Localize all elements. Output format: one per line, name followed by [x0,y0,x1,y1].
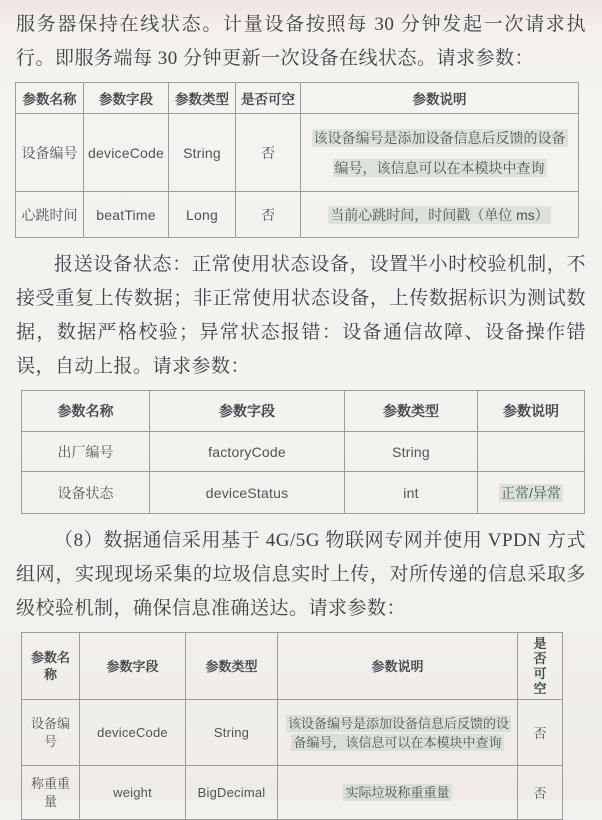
cell-param-field: deviceCode [80,700,186,766]
header-param-name: 参数名称 [22,633,80,700]
cell-param-field: deviceCode [84,114,169,192]
cell-nullable: 否 [518,766,563,820]
cell-param-type: String [169,114,236,192]
header-param-name: 参数名称 [22,391,150,432]
highlighted-text: 实际垃圾称重重量 [345,785,450,800]
cell-param-field: factoryCode [150,432,345,472]
request-params-table-status [21,390,585,514]
highlighted-text: 正常/异常 [501,484,561,501]
table-row [22,472,585,514]
paragraph-device-online-status: 服务器保持在线状态。计量设备按照每 30 分钟发起一次请求执行。即服务端每 30 分钟更新一次设备在线状态。请求参数： [16,14,586,69]
cell-param-field: weight [80,766,186,820]
table-row [22,700,563,766]
cell-param-name: 称重重量 [22,766,80,820]
cell-param-desc [278,700,518,766]
header-param-field: 参数字段 [80,633,186,700]
cell-param-field: deviceStatus [150,472,345,514]
cell-param-type: int [345,472,478,514]
cell-param-name: 出厂编号 [22,432,150,472]
cell-param-desc [278,766,518,820]
table-header-row [22,391,585,432]
header-param-desc: 参数说明 [278,633,518,700]
cell-param-name: 心跳时间 [16,192,84,238]
table-row [22,432,585,472]
cell-param-type: BigDecimal [186,766,278,820]
table-header-row [22,633,563,700]
cell-param-type: String [186,700,278,766]
cell-param-field: beatTime [84,192,169,238]
header-param-desc: 参数说明 [301,83,579,114]
cell-param-name: 设备状态 [22,472,150,514]
header-param-desc: 参数说明 [478,391,585,432]
cell-param-type: String [345,432,478,472]
cell-nullable: 否 [236,192,301,238]
cell-param-desc [301,192,579,238]
table-row [16,192,579,238]
header-nullable: 是否可空 [236,83,301,114]
header-param-field: 参数字段 [84,83,169,114]
cell-param-name: 设备编号 [16,114,84,192]
highlighted-text: 当前心跳时间，时间戳（单位 ms） [330,206,549,223]
paragraph-device-status-report: 报送设备状态：正常使用状态设备，设置半小时校验机制，不接受重复上传数据；非正常使用状态设备，上传数据标识为测试数据，数据严格校验；异常状态报错：设备通信故障、设备操作错误，自动上报。请求参数： [16,254,586,377]
table-row [22,766,563,820]
cell-param-desc [478,472,585,514]
highlighted-text: 该设备编号是添加设备信息后反馈的设备 编号，该信息可以在本模块中查询 [313,129,566,176]
header-nullable: 是否可空 [518,633,563,700]
request-params-table-weight [21,632,563,820]
cell-param-desc [478,432,585,472]
cell-nullable: 否 [518,700,563,766]
cell-param-name: 设备编号 [22,700,80,766]
header-param-field: 参数字段 [150,391,345,432]
cell-param-type: Long [169,192,236,238]
table-row [16,114,579,192]
highlighted-text: 该设备编号是添加设备信息后反馈的设备编号，该信息可以在本模块中查询 [288,715,510,750]
cell-nullable: 否 [236,114,301,192]
request-params-table-heartbeat [15,82,579,238]
header-param-type: 参数类型 [345,391,478,432]
header-param-name: 参数名称 [16,83,84,114]
header-param-type: 参数类型 [169,83,236,114]
header-param-type: 参数类型 [186,633,278,700]
paragraph-data-communication: （8）数据通信采用基于 4G/5G 物联网专网并使用 VPDN 方式组网，实现现场采集的垃圾信息实时上传，对所传递的信息采取多级校验机制，确保信息准确送达。请求参数： [16,530,586,619]
table-header-row [16,83,579,114]
cell-param-desc [301,114,579,192]
